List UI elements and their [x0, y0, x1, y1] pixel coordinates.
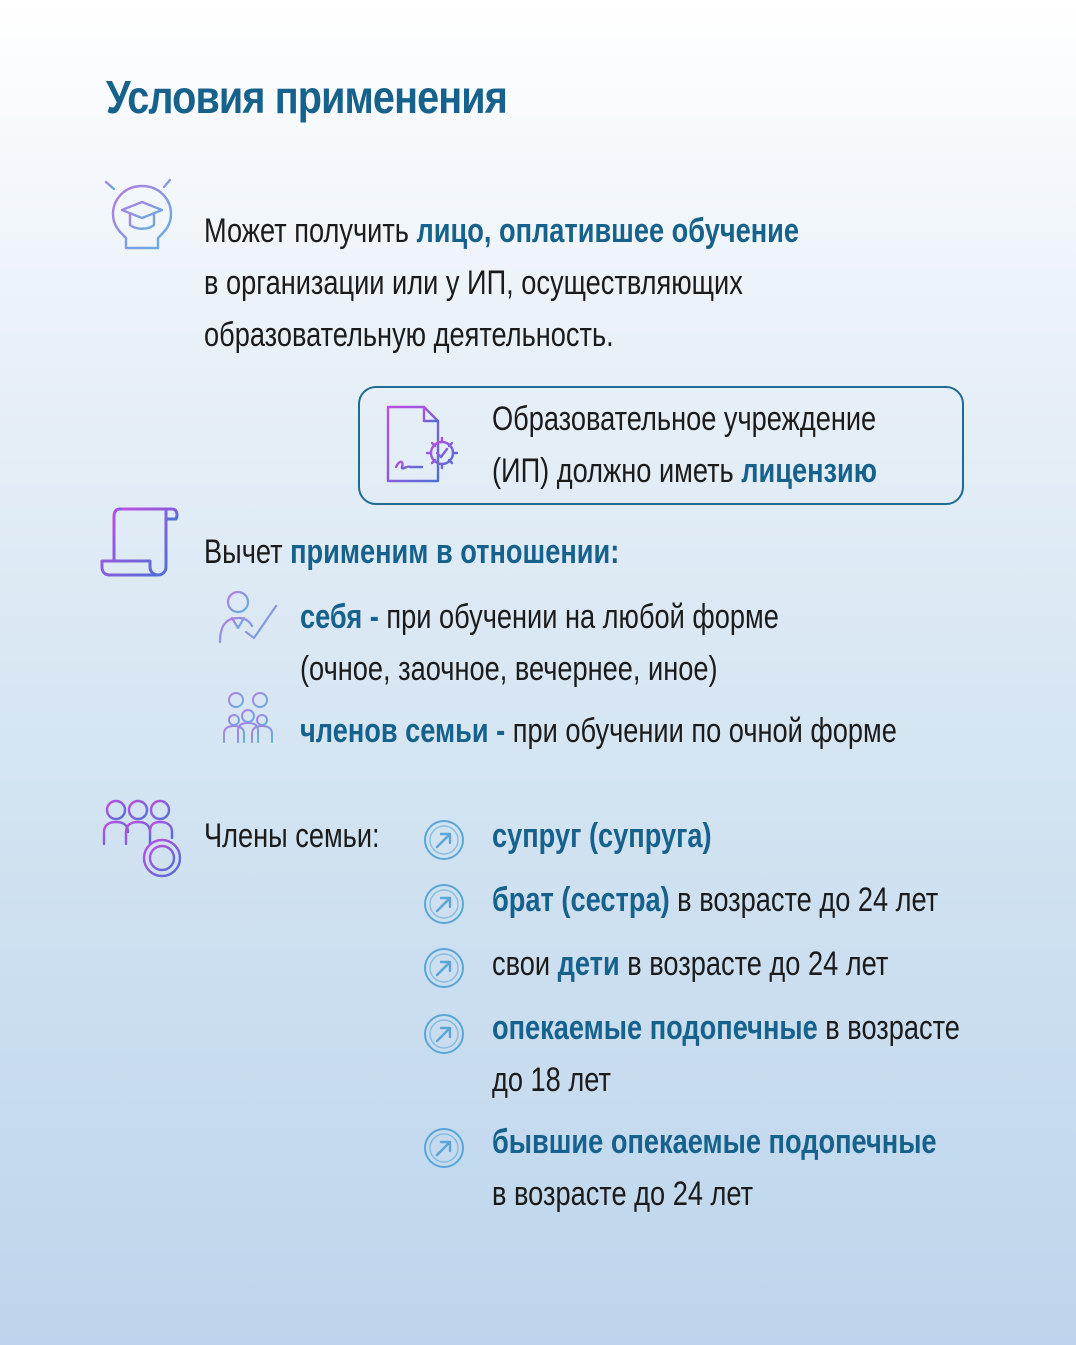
deduction-prefix: Вычет	[204, 533, 291, 571]
person-check-icon	[218, 588, 280, 644]
family-member-item-line2: в возрасте до 24 лет	[492, 1175, 754, 1213]
recipient-line3: образовательную деятельность.	[204, 316, 614, 354]
deduction-family-line	[300, 705, 897, 757]
arrow-circle-icon	[422, 882, 466, 926]
recipient-line2: в организации или у ИП, осуществляющих	[204, 264, 743, 302]
arrow-circle-icon	[422, 1012, 466, 1056]
family-members-label: Члены семьи:	[204, 817, 380, 855]
family-members-icon	[100, 798, 184, 880]
family-member-item-line2: до 18 лет	[492, 1061, 611, 1099]
member-rest: в возрасте до 24 лет	[619, 945, 889, 983]
deduction-self-line2: (очное, заочное, вечернее, иное)	[300, 650, 718, 688]
family-member-item	[492, 938, 888, 990]
scroll-document-icon	[100, 505, 180, 577]
member-highlight: дети	[557, 945, 620, 983]
family-member-item	[492, 874, 938, 926]
member-rest: в возрасте	[817, 1009, 960, 1047]
deduction-highlight: применим в отношении:	[290, 533, 620, 571]
family-member-item	[492, 1002, 960, 1054]
deduction-self-line1	[300, 591, 779, 643]
member-prefix: свои	[492, 945, 558, 983]
license-line2	[492, 445, 877, 497]
family-member-item	[492, 1116, 937, 1168]
member-highlight: опекаемые подопечные	[492, 1009, 818, 1047]
family-group-icon	[220, 690, 276, 744]
license-prefix: (ИП) должно иметь	[492, 452, 742, 490]
member-highlight: бывшие опекаемые подопечные	[492, 1123, 937, 1161]
family-highlight: членов семьи -	[300, 712, 513, 750]
member-rest: в возрасте до 24 лет	[669, 881, 939, 919]
arrow-circle-icon	[422, 1126, 466, 1170]
recipient-highlight: лицо, оплатившее обучение	[416, 212, 800, 250]
license-document-icon	[380, 403, 464, 487]
graduation-bulb-icon	[100, 172, 182, 264]
member-highlight: брат (сестра)	[492, 881, 670, 919]
page-title: Условия применения	[106, 71, 507, 123]
self-highlight: себя -	[300, 598, 387, 636]
recipient-prefix: Может получить	[204, 212, 417, 250]
self-text: при обучении на любой форме	[386, 598, 779, 636]
license-line1: Образовательное учреждение	[492, 400, 877, 438]
arrow-circle-icon	[422, 818, 466, 862]
arrow-circle-icon	[422, 946, 466, 990]
member-highlight: супруг (супруга)	[492, 817, 712, 855]
deduction-heading	[204, 526, 619, 578]
recipient-line1	[204, 205, 799, 257]
family-member-item	[492, 810, 712, 862]
family-text: при обучении по очной форме	[512, 712, 897, 750]
license-highlight: лицензию	[741, 452, 877, 490]
